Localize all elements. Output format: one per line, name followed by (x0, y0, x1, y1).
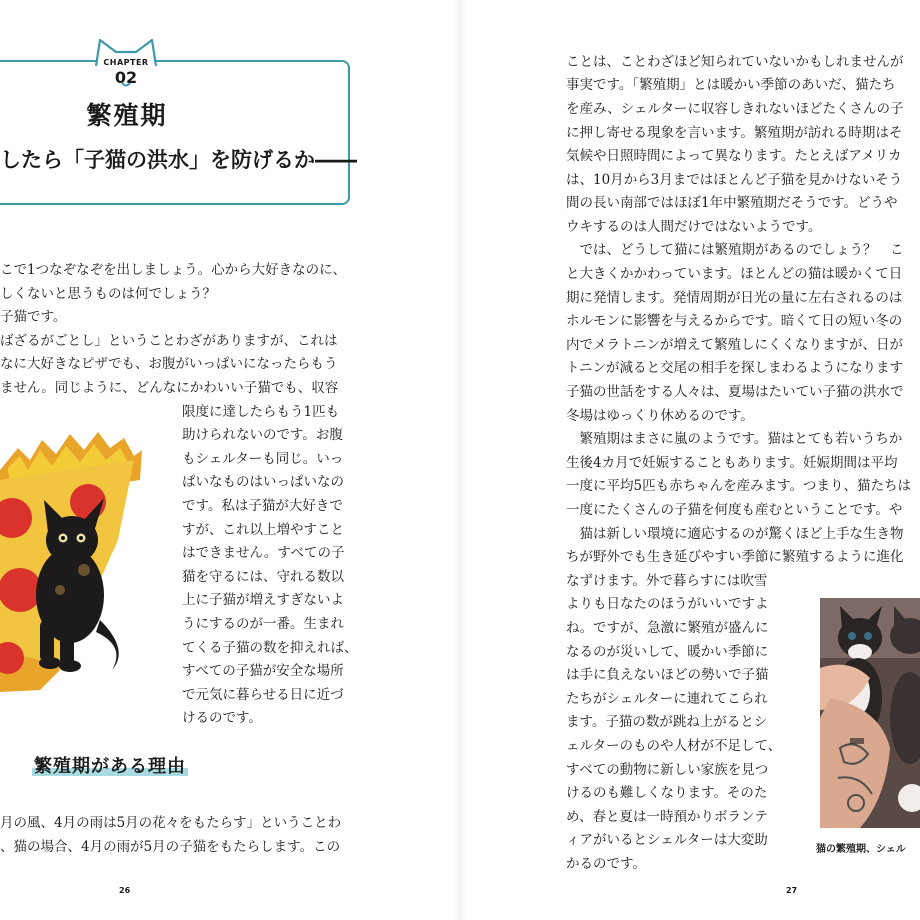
body-line: こで1つなぞなぞを出しましょう。心から大好きなのに、 (0, 262, 347, 278)
body-line: 猫は新しい環境に適応するのが驚くほど上手な生き物 (566, 526, 904, 542)
body-line: 間の長い南部ではほぼ1年中繁殖期だそうです。どうや (566, 195, 898, 211)
body-line: 子猫です。 (0, 309, 67, 325)
body-line: ぱいなものはいっぱいなの (182, 474, 344, 490)
body-line: ません。同じように、どんなにかわいい子猫でも、収容 (0, 380, 339, 396)
body-line: 子猫の世話をする人々は、夏場はたいてい子猫の洪水で (566, 384, 904, 400)
body-line: 事実です。「繁殖期」とは暖かい季節のあいだ、猫たち (566, 77, 896, 93)
body-line: はできません。すべての子 (182, 545, 345, 561)
body-line: 繁殖期はまさに嵐のようです。猫はとても若いうちか (566, 431, 903, 447)
body-line: ウキするのは人間だけではないようです。 (566, 219, 822, 235)
body-line: です。私は子猫が大好きで (182, 498, 343, 514)
body-line: め、春と夏は一時預かりボランテ (566, 809, 768, 825)
body-line: たちがシェルターに連れてこられ (566, 691, 768, 707)
body-line: 猫を守るには、守れる数以 (182, 569, 344, 585)
body-line: けるのです。 (182, 710, 262, 726)
page-number: 26 (119, 886, 131, 895)
chapter-title-frame (0, 60, 357, 205)
body-line: 期に発情します。発情周期が日光の量に左右されるのは (566, 290, 903, 306)
body-line: ことは、ことわざほど知られていないかもしれませんが (566, 54, 904, 70)
body-line: 一度に平均5匹も赤ちゃんを産みます。つまり、猫たちは (566, 478, 912, 494)
body-line: ばざるがごとし」ということわざがありますが、これは (0, 333, 338, 349)
body-line: 限度に達したらもう1匹も (182, 404, 340, 420)
body-line: トニンが減ると交尾の相手を探しまわるようになります (566, 360, 903, 376)
body-line: は手に負えないほどの勢いで子猫 (566, 667, 769, 683)
photo-caption: 猫の繁殖期、シェル (816, 844, 906, 855)
body-line: 助けられないのです。お腹 (182, 427, 343, 443)
body-line: と大きくかかわっています。ほとんどの猫は暖かくて日 (566, 266, 903, 282)
body-line: 、猫の場合、4月の雨が5月の子猫をもたらします。この (0, 839, 341, 855)
chapter-label: CHAPTER (103, 58, 149, 67)
kittens-in-hands-photo (820, 598, 920, 828)
section-heading: 繁殖期がある理由 (32, 752, 188, 778)
body-line: は、10月から3月まではほとんど子猫を見かけないそう (566, 172, 903, 188)
body-line: ます。子猫の数が跳ね上がるとシ (566, 714, 768, 730)
kitten-pizza-photo (0, 420, 160, 700)
body-line: ホルモンに影響を与えるからです。暗くて日の短い冬の (566, 313, 903, 329)
body-line: なに大好きなピザでも、お腹がいっぱいになったらもう (0, 356, 338, 372)
body-line: を産み、シェルターに収容しきれないほどたくさんの子 (566, 101, 904, 117)
body-line: ィアがいるとシェルターは大変助 (566, 832, 768, 848)
body-line: 月の風、4月の雨は5月の花々をもたらす」ということわ (0, 815, 342, 831)
body-line: 生後4カ月で妊娠することもあります。妊娠期間は平均 (566, 455, 898, 471)
body-line: 上に子猫が増えすぎないよ (182, 592, 344, 608)
chapter-number: 02 (114, 68, 138, 87)
body-line: てくる子猫の数を抑えれば、 (182, 640, 358, 656)
book-gutter (454, 0, 466, 920)
body-line: けるのも難しくなります。そのた (566, 785, 768, 801)
body-line: なずけます。外で暮らすには吹雪 (566, 573, 768, 589)
body-line: すべての動物に新しい家族を見つ (566, 762, 769, 778)
body-line: すべての子猫が安全な場所 (182, 663, 344, 679)
body-line: では、どうして猫には繁殖期があるのでしょう？ こ (566, 242, 904, 258)
page-number: 27 (786, 886, 798, 895)
body-line: 一度にたくさんの子猫を何度も産むということです。や (566, 502, 903, 518)
body-line: 冬場はゆっくり休めるのです。 (566, 408, 754, 424)
body-line: ェルターのものや人材が不足して、 (566, 738, 782, 754)
body-line: で元気に暮らせる日に近づ (182, 687, 344, 703)
body-line: もシェルターも同じ。いっ (182, 451, 344, 467)
body-line: うにするのが一番。生まれ (182, 616, 344, 632)
body-line: ね。ですが、急激に繁殖が盛んに (566, 620, 769, 636)
body-line: なるのが災いして、暖かい季節に (566, 644, 769, 660)
chapter-subtitle: したら「子猫の洪水」を防げるか―― (0, 148, 357, 172)
right-page (460, 0, 920, 920)
body-line: しくないと思うものは何でしょう？ (0, 286, 216, 302)
body-line: 内でメラトニンが増えて繁殖しにくくなりますが、日が (566, 337, 903, 353)
body-line: すが、これ以上増やすこと (182, 522, 344, 538)
body-line: かるのです。 (566, 856, 646, 872)
body-line: ちが野外でも生き延びやすい季節に繁殖するように進化 (566, 549, 904, 565)
body-line: よりも日なたのほうがいいですよ (566, 596, 769, 612)
body-line: 気候や日照時間によって異なります。たとえばアメリカ (566, 148, 902, 164)
body-line: に押し寄せる現象を言います。繁殖期が訪れる時期はそ (566, 125, 903, 141)
chapter-title: 繁殖期 (86, 101, 168, 130)
